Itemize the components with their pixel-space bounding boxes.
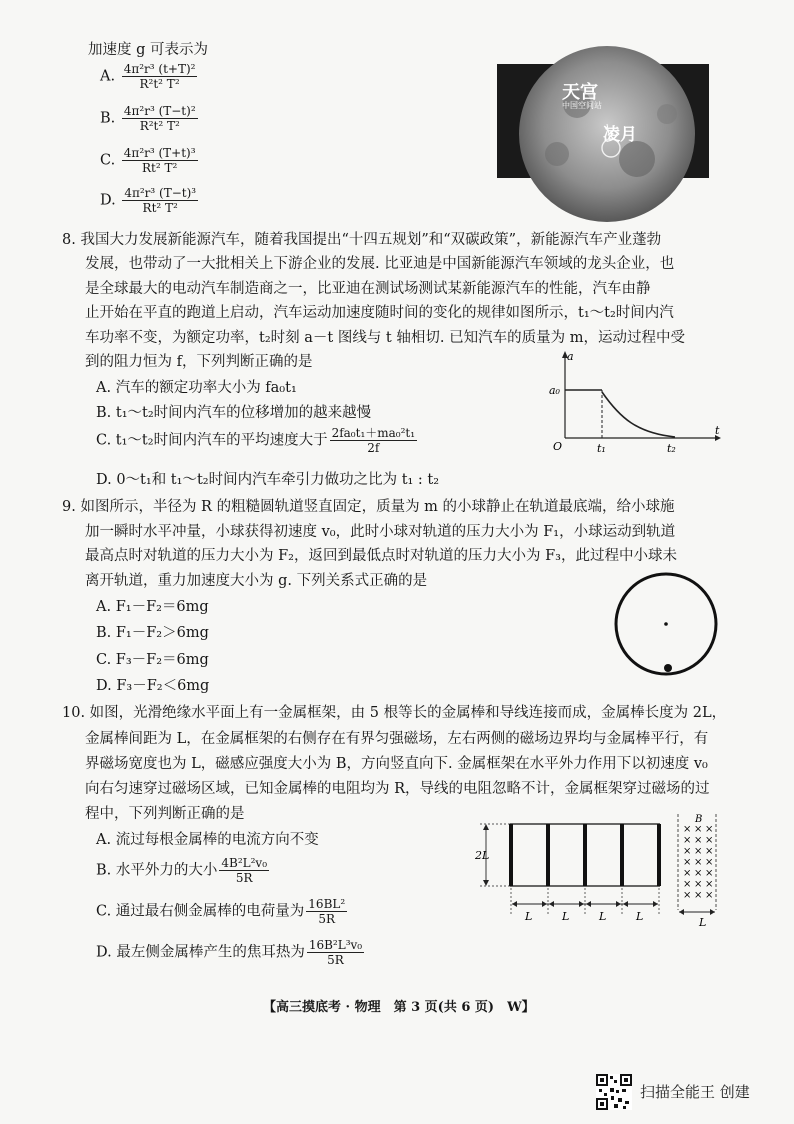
q8-option-a: A. 汽车的额定功率大小为 fa₀t₁ bbox=[96, 380, 297, 396]
q10-option-a: A. 流过每根金属棒的电流方向不变 bbox=[96, 832, 319, 848]
photo-subtitle: 中国空间站 bbox=[562, 101, 602, 110]
q9-stem-line-2: 加一瞬时水平冲量，小球获得初速度 v₀，此时小球对轨道的压力大小为 F₁，小球运动到轨道 bbox=[85, 524, 676, 540]
spacing-label-1: L bbox=[525, 910, 533, 923]
field-cross-mark: × bbox=[705, 890, 714, 901]
field-cross-mark: × bbox=[683, 868, 692, 879]
field-cross-mark: × bbox=[683, 879, 692, 890]
photo-moon-label: 凌月 bbox=[603, 125, 637, 145]
q9-option-c: C. F₃－F₂＝6mg bbox=[96, 652, 209, 668]
t1-label: t₁ bbox=[597, 442, 606, 455]
q9-option-a: A. F₁－F₂＝6mg bbox=[96, 599, 209, 615]
spacing-label-2: L bbox=[562, 910, 570, 923]
field-cross-mark: × bbox=[683, 824, 692, 835]
q8-stem-line-3: 是全球最大的电动汽车制造商之一，比亚迪在测试场测试某新能源汽车的性能，汽车由静 bbox=[85, 281, 651, 297]
a-axis-label: a bbox=[567, 350, 574, 363]
field-cross-mark: × bbox=[694, 824, 703, 835]
ball bbox=[664, 664, 672, 672]
field-cross-mark: × bbox=[683, 890, 692, 901]
field-cross-mark: × bbox=[705, 868, 714, 879]
q7-option-d: D. $\frac{\text{4π²r³ (T−t)³}}{\text{Rt² T²}}$ bbox=[100, 186, 197, 215]
t2-label: t₂ bbox=[667, 442, 676, 455]
q8-stem-line-2: 发展，也带动了一大批相关上下游企业的发展. 比亚迪是中国新能源汽车领域的龙头企业，也 bbox=[85, 256, 675, 272]
q10-stem-line-4: 向右匀速穿过磁场区域，已知金属棒的电阻均为 R，导线的电阻忽略不计，金属框架穿过磁场的过 bbox=[85, 781, 710, 797]
field-cross-mark: × bbox=[705, 857, 714, 868]
q8-option-d: D. 0～t₁和 t₁～t₂时间内汽车牵引力做功之比为 t₁ : t₂ bbox=[96, 472, 440, 488]
q8-option-c: C. t₁～t₂时间内汽车的平均速度大于 $\frac{\text{2fa₀t₁＋ma₀²t₁}}{2f}$ bbox=[96, 426, 416, 455]
field-cross-marks bbox=[683, 824, 713, 901]
q8-stem-line-6: 到的阻力恒为 f，下列判断正确的是 bbox=[85, 354, 313, 370]
q8-option-b: B. t₁～t₂时间内汽车的位移增加的越来越慢 bbox=[96, 405, 372, 421]
page-footer: 【高三摸底考 · 物理 第 3 页(共 6 页) W】 bbox=[263, 1000, 535, 1015]
field-width-label: L bbox=[699, 916, 707, 929]
field-cross-mark: × bbox=[694, 879, 703, 890]
spacing-label-4: L bbox=[636, 910, 644, 923]
q10-stem-line-2: 金属棒间距为 L，在金属框架的右侧存在有界匀强磁场，左右两侧的磁场边界均与金属棒平行，有 bbox=[85, 731, 709, 747]
q10-option-d: D. 最左侧金属棒产生的焦耳热为 $\frac{\text{16B²L³v₀}}{5R}$ bbox=[96, 938, 363, 967]
a0-label: a₀ bbox=[549, 384, 560, 397]
q9-stem-line-1: 9. 如图所示，半径为 R 的粗糙圆轨道竖直固定，质量为 m 的小球静止在轨道最底端，给小球施 bbox=[62, 499, 675, 515]
q7-tail-text: 加速度 g 可表示为 bbox=[88, 42, 208, 58]
origin-label: O bbox=[553, 440, 563, 453]
field-cross-mark: × bbox=[705, 835, 714, 846]
t-axis-label: t bbox=[715, 424, 720, 437]
field-cross-mark: × bbox=[705, 846, 714, 857]
decay-curve bbox=[602, 392, 675, 437]
field-cross-mark: × bbox=[683, 857, 692, 868]
field-cross-mark: × bbox=[683, 846, 692, 857]
q10-stem-line-5: 程中，下列判断正确的是 bbox=[85, 806, 245, 822]
q9-stem-line-3: 最高点时对轨道的压力大小为 F₂，返回到最低点时对轨道的压力大小为 F₃，此过程中小球未 bbox=[85, 548, 677, 564]
tiangong-moon-photo bbox=[497, 64, 709, 178]
qr-code-icon bbox=[596, 1074, 632, 1110]
q7-option-c: C. $\frac{\text{4π²r³ (T+t)³}}{\text{Rt² T²}}$ bbox=[100, 146, 196, 175]
field-cross-mark: × bbox=[705, 824, 714, 835]
q9-stem-line-4: 离开轨道，重力加速度大小为 g. 下列关系式正确的是 bbox=[85, 573, 428, 589]
q10-frame-figure bbox=[470, 814, 730, 930]
q9-option-b: B. F₁－F₂＞6mg bbox=[96, 625, 209, 641]
q9-circular-track bbox=[610, 568, 722, 680]
q10-stem-line-1: 10. 如图，光滑绝缘水平面上有一金属框架，由 5 根等长的金属棒和导线连接而成，金属棒长度为 2L， bbox=[62, 705, 727, 721]
q7-option-a: A. $\frac{\text{4π²r³ (t+T)²}}{\text{R²t² T²}}$ bbox=[100, 62, 196, 91]
photo-title: 天宫 bbox=[562, 82, 598, 103]
q8-at-graph bbox=[545, 348, 725, 458]
spacing-label-3: L bbox=[599, 910, 607, 923]
scanner-watermark: 扫描全能王 创建 bbox=[640, 1083, 750, 1101]
field-cross-mark: × bbox=[694, 890, 703, 901]
q10-option-b: B. 水平外力的大小 $\frac{\text{4B²L²v₀}}{5R}$ bbox=[96, 856, 268, 885]
q8-stem-line-4: 止开始在平直的跑道上启动，汽车运动加速度随时间的变化的规律如图所示，t₁～t₂时间内汽 bbox=[85, 305, 674, 321]
q7-option-b: B. $\frac{\text{4π²r³ (T−t)²}}{\text{R²t² T²}}$ bbox=[100, 104, 196, 133]
q10-stem-line-3: 界磁场宽度也为 L，磁感应强度大小为 B，方向竖直向下. 金属框架在水平外力作用下以初速度 v₀ bbox=[85, 756, 708, 772]
field-cross-mark: × bbox=[694, 868, 703, 879]
field-cross-mark: × bbox=[694, 857, 703, 868]
field-cross-mark: × bbox=[694, 846, 703, 857]
q9-option-d: D. F₃－F₂＜6mg bbox=[96, 678, 210, 694]
height-label: 2L bbox=[475, 849, 490, 862]
q8-stem-line-1: 8. 我国大力发展新能源汽车，随着我国提出“十四五规划”和“双碳政策”，新能源汽车产业蓬勃 bbox=[62, 232, 662, 248]
field-label: B bbox=[695, 814, 703, 825]
q10-option-c: C. 通过最右侧金属棒的电荷量为 $\frac{\text{16BL²}}{5R}$ bbox=[96, 897, 346, 926]
field-cross-mark: × bbox=[694, 835, 703, 846]
field-cross-mark: × bbox=[683, 835, 692, 846]
center-point bbox=[664, 622, 668, 626]
q8-stem-line-5: 车功率不变，为额定功率，t₂时刻 a－t 图线与 t 轴相切. 已知汽车的质量为 m，运动过程中受 bbox=[85, 330, 685, 346]
field-cross-mark: × bbox=[705, 879, 714, 890]
